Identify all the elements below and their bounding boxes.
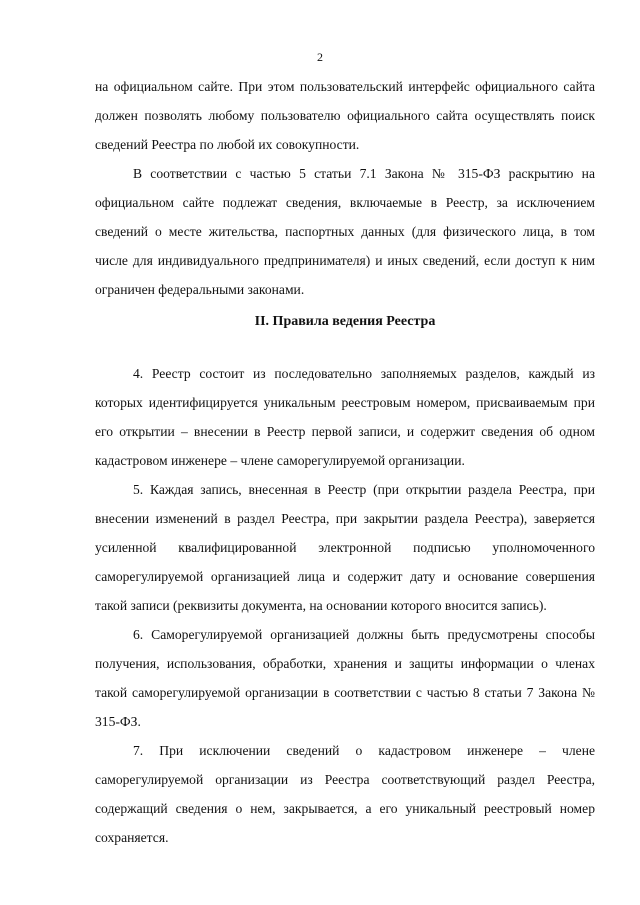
- disclosure-paragraph: В соответствии с частью 5 статьи 7.1 Закона № 315-ФЗ раскрытию на официальном сайте подлежат сведения, включаемые в Реестр, за исключением сведений о месте жительства, паспортных данных (для физического лица, в том числе для индивидуального предпринимателя) и иных сведений, если доступ к ним ограничен федеральными законами.: [95, 166, 595, 297]
- paragraph-5: 5. Каждая запись, внесенная в Реестр (при открытии раздела Реестра, при внесении изменений в раздел Реестра, при закрытии раздела Реестра), заверяется усиленной квалифицированной электронной подписью уполномоченного саморегулируемой организацией лица и содержит дату и основание совершения такой записи (реквизиты документа, на основании которого вносится запись).: [95, 482, 595, 613]
- section-body: [95, 359, 595, 852]
- paragraph-6: 6. Саморегулируемой организацией должны быть предусмотрены способы получения, использования, обработки, хранения и защиты информации о членах такой саморегулируемой организации в соответствии с частью 8 статьи 7 Закона № 315-ФЗ.: [95, 627, 595, 729]
- paragraph-4: 4. Реестр состоит из последовательно заполняемых разделов, каждый из которых идентифицируется уникальным реестровым номером, присваиваемым при его открытии – внесении в Реестр первой записи, и содержит сведения об одном кадастровом инженере – члене саморегулируемой организации.: [95, 366, 595, 468]
- page-number: 2: [317, 50, 323, 64]
- section-heading: II. Правила ведения Реестра: [254, 314, 436, 329]
- paragraph-7: 7. При исключении сведений о кадастровом инженере – члене саморегулируемой организации из Реестра соответствующий раздел Реестра, содержащий сведения о нем, закрывается, а его уникальный реестровый номер сохраняется.: [95, 743, 595, 845]
- intro-block: [95, 72, 595, 304]
- continuation-paragraph: на официальном сайте. При этом пользовательский интерфейс официального сайта должен позволять любому пользователю официального сайта осуществлять поиск сведений Реестра по любой их совокупности.: [95, 79, 595, 152]
